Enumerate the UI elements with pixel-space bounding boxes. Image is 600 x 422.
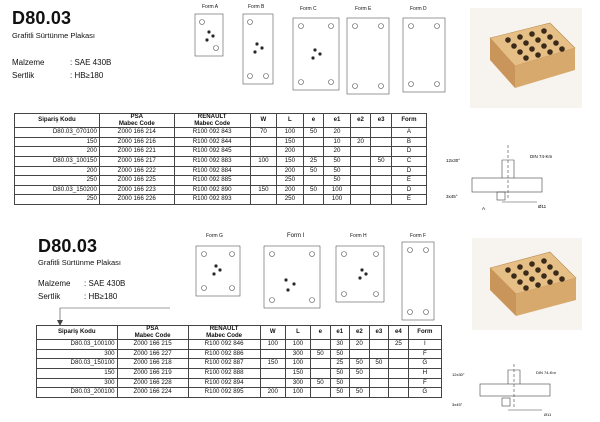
table-cell: 250 — [277, 195, 304, 205]
table-cell — [369, 340, 389, 350]
table-cell: 100 — [324, 185, 351, 195]
table-cell: Z000 166 221 — [99, 147, 174, 157]
table-row — [37, 378, 442, 388]
form-label-h: Form H — [350, 233, 367, 239]
table-cell: R100 092 895 — [188, 388, 260, 398]
detail2-label-chamfer: 12x30° — [452, 372, 465, 377]
table-cell — [250, 166, 277, 176]
col-e1-2: e1 — [330, 326, 350, 340]
detail2-label-din: DIN 74-Km — [536, 370, 556, 375]
col-psa-2: PSA Mabec Code — [117, 326, 188, 340]
table-cell: 150 — [260, 359, 285, 369]
table-cell — [250, 176, 277, 186]
table-cell — [250, 147, 277, 157]
table-row — [37, 388, 442, 398]
table-cell: R100 092 888 — [188, 368, 260, 378]
col-order-code-2: Sipariş Kodu — [37, 326, 118, 340]
table-cell: 200 — [277, 147, 304, 157]
table-cell: 50 — [303, 166, 324, 176]
product-code-2: D80.03 — [38, 236, 98, 256]
col-e3: e3 — [371, 114, 392, 128]
table-cell: D80.03_070100 — [15, 128, 100, 138]
table-cell: 200 — [15, 166, 100, 176]
table-cell — [350, 166, 371, 176]
hardness-value-2: : HB≥180 — [84, 292, 118, 301]
col-renault-2: RENAULT Mabec Code — [188, 326, 260, 340]
table-cell: Z000 166 219 — [117, 368, 188, 378]
table-cell: Z000 166 215 — [117, 340, 188, 350]
table-cell: I — [408, 340, 441, 350]
table-cell: C — [391, 156, 426, 166]
table-cell — [250, 137, 277, 147]
table-cell: 50 — [330, 368, 350, 378]
table-cell: 50 — [330, 388, 350, 398]
col-e-2: e — [311, 326, 331, 340]
material-label-2: Malzeme — [38, 279, 71, 288]
col-e3-2: e3 — [369, 326, 389, 340]
table-cell — [371, 147, 392, 157]
col-form: Form — [391, 114, 426, 128]
table-cell: Z000 166 226 — [99, 195, 174, 205]
table-cell: D80.03_150200 — [15, 185, 100, 195]
table-cell: 50 — [311, 378, 331, 388]
table-cell: Z000 166 217 — [99, 156, 174, 166]
table-cell: 200 — [277, 185, 304, 195]
table-cell — [371, 185, 392, 195]
table-row — [15, 156, 427, 166]
col-renault: RENAULT Mabec Code — [174, 114, 250, 128]
material-value: : SAE 430B — [70, 58, 112, 67]
table-cell: 50 — [371, 156, 392, 166]
table-cell: 100 — [250, 156, 277, 166]
table-cell: H — [408, 368, 441, 378]
table-cell: 250 — [15, 176, 100, 186]
dimension-table-2 — [36, 325, 442, 398]
table-cell: R100 092 894 — [188, 378, 260, 388]
table-cell — [350, 185, 371, 195]
table-cell: 50 — [324, 156, 351, 166]
table-cell: 300 — [37, 378, 118, 388]
product-subtitle: Grafitli Sürtünme Plakası — [12, 31, 95, 40]
table-cell: 30 — [330, 340, 350, 350]
table-cell: 150 — [277, 156, 304, 166]
detail-label-chamfer: 12x30° — [446, 158, 461, 163]
form-label-b: Form B — [248, 4, 265, 10]
table-cell: 50 — [350, 388, 370, 398]
table-row — [15, 195, 427, 205]
table-cell: R100 092 884 — [174, 166, 250, 176]
table-cell: 100 — [285, 388, 310, 398]
form-label-g: Form G — [206, 233, 223, 239]
table-cell: B — [391, 137, 426, 147]
table-cell — [350, 156, 371, 166]
table-cell — [260, 349, 285, 359]
table-cell: 100 — [277, 128, 304, 138]
table-cell: D80.03_150100 — [37, 359, 118, 369]
table-cell — [389, 349, 409, 359]
table-cell: D80.03_200100 — [37, 388, 118, 398]
table-row — [37, 368, 442, 378]
table-cell: 50 — [303, 128, 324, 138]
table-cell — [303, 176, 324, 186]
table-cell: 100 — [285, 359, 310, 369]
table-cell: Z000 166 218 — [117, 359, 188, 369]
hardness-label: Sertlik — [12, 71, 35, 80]
table-cell — [350, 378, 370, 388]
table-cell: 200 — [260, 388, 285, 398]
table-row — [37, 359, 442, 369]
table-cell: R100 092 843 — [174, 128, 250, 138]
detail-label-dia: Ø11 — [538, 204, 547, 209]
table-cell: 50 — [369, 359, 389, 369]
table-row — [15, 185, 427, 195]
table-cell: R100 092 890 — [174, 185, 250, 195]
table-cell: Z000 166 227 — [117, 349, 188, 359]
form-label-c: Form C — [300, 6, 317, 12]
table-cell — [371, 195, 392, 205]
table-cell: 200 — [15, 147, 100, 157]
table-cell — [389, 388, 409, 398]
table-cell — [389, 368, 409, 378]
hardness-label-2: Sertlik — [38, 292, 61, 301]
table-cell: 25 — [330, 359, 350, 369]
table-cell: A — [391, 128, 426, 138]
table-cell: 20 — [350, 137, 371, 147]
table-cell: 50 — [330, 349, 350, 359]
table-cell — [371, 137, 392, 147]
detail-label-din: DIN 74-Km — [530, 154, 553, 159]
table-cell — [350, 195, 371, 205]
table-cell — [350, 128, 371, 138]
table-cell — [250, 195, 277, 205]
table-cell — [389, 378, 409, 388]
product-photo-2 — [472, 238, 582, 330]
table-cell — [369, 388, 389, 398]
table-cell — [303, 195, 324, 205]
table-cell — [350, 349, 370, 359]
col-form-2: Form — [408, 326, 441, 340]
table-cell: R100 092 886 — [188, 349, 260, 359]
table-cell: D80.03_100150 — [15, 156, 100, 166]
table-cell — [311, 368, 331, 378]
detail2-label-bevel: 3x45° — [452, 402, 463, 407]
material-label: Malzeme — [12, 58, 45, 67]
table-cell — [311, 359, 331, 369]
table-cell: 20 — [324, 128, 351, 138]
table-cell — [260, 378, 285, 388]
hardness-row — [12, 71, 103, 80]
form-drawings-top — [185, 4, 450, 104]
table-cell: 50 — [350, 368, 370, 378]
table-cell: D80.03_100100 — [37, 340, 118, 350]
table-cell — [311, 340, 331, 350]
table-cell — [260, 368, 285, 378]
table-cell — [369, 368, 389, 378]
table-cell: 300 — [37, 349, 118, 359]
table-cell: G — [408, 359, 441, 369]
table-cell: R100 092 885 — [174, 176, 250, 186]
detail-label-bevel: 3x45° — [446, 194, 458, 199]
table-cell: 100 — [285, 340, 310, 350]
table-cell: R100 092 846 — [188, 340, 260, 350]
table-cell — [369, 378, 389, 388]
table-cell — [350, 147, 371, 157]
table-cell: R100 092 893 — [174, 195, 250, 205]
table-cell: 300 — [285, 378, 310, 388]
table-cell: 20 — [324, 147, 351, 157]
table-cell: G — [408, 388, 441, 398]
table-cell: R100 092 845 — [174, 147, 250, 157]
table-cell: 20 — [350, 340, 370, 350]
table-cell: 100 — [324, 195, 351, 205]
table-cell: 150 — [285, 368, 310, 378]
table-cell: 250 — [15, 195, 100, 205]
form-label-d: Form D — [410, 6, 427, 12]
form-drawings-bottom — [190, 232, 440, 324]
table-cell: D — [391, 166, 426, 176]
detail2-label-dia: Ø11 — [544, 412, 552, 417]
col-psa: PSA Mabec Code — [99, 114, 174, 128]
table-cell: Z000 166 228 — [117, 378, 188, 388]
table-cell: Z000 166 222 — [99, 166, 174, 176]
table-cell — [350, 176, 371, 186]
detail-drawing-2 — [450, 362, 590, 420]
table-cell — [371, 128, 392, 138]
col-e2: e2 — [350, 114, 371, 128]
table-cell: 50 — [311, 349, 331, 359]
table-row — [15, 137, 427, 147]
table-row — [37, 340, 442, 350]
table-cell: 150 — [15, 137, 100, 147]
table-cell: R100 092 883 — [174, 156, 250, 166]
table-cell — [369, 349, 389, 359]
table-cell: D — [391, 147, 426, 157]
table-cell: 100 — [260, 340, 285, 350]
table-cell: R100 092 844 — [174, 137, 250, 147]
table-cell — [371, 176, 392, 186]
table-cell: Z000 166 223 — [99, 185, 174, 195]
table-cell: E — [391, 195, 426, 205]
table-cell: F — [408, 349, 441, 359]
detail-drawing-1 — [442, 140, 592, 220]
table-cell: D — [391, 185, 426, 195]
table-cell: 25 — [303, 156, 324, 166]
table-cell — [371, 166, 392, 176]
col-w-2: W — [260, 326, 285, 340]
col-e2-2: e2 — [350, 326, 370, 340]
table-row — [37, 349, 442, 359]
table-cell: 200 — [277, 166, 304, 176]
table-cell: 50 — [324, 176, 351, 186]
table-cell: 50 — [303, 185, 324, 195]
table-cell — [311, 388, 331, 398]
product-code: D80.03 — [12, 8, 72, 28]
table-cell: 50 — [330, 378, 350, 388]
col-e4-2: e4 — [389, 326, 409, 340]
table-row — [15, 176, 427, 186]
col-l-2: L — [285, 326, 310, 340]
table-cell: 150 — [277, 137, 304, 147]
dimension-table-1 — [14, 113, 427, 205]
table-cell: 25 — [389, 340, 409, 350]
product-subtitle-2: Grafitli Sürtünme Plakası — [38, 258, 121, 267]
table-row — [15, 128, 427, 138]
table-cell: 250 — [277, 176, 304, 186]
table-row — [15, 147, 427, 157]
table-cell: 70 — [250, 128, 277, 138]
table-cell: 50 — [350, 359, 370, 369]
table-cell: 10 — [324, 137, 351, 147]
table-cell: 50 — [324, 166, 351, 176]
table-cell: E — [391, 176, 426, 186]
table-cell: Z000 166 225 — [99, 176, 174, 186]
form-label-i: Form I — [287, 233, 305, 239]
col-w: W — [250, 114, 277, 128]
material-value-2: : SAE 430B — [84, 279, 126, 288]
table-cell: Z000 166 224 — [117, 388, 188, 398]
table-cell: 150 — [37, 368, 118, 378]
form-label-e: Form E — [355, 6, 372, 12]
table-cell: Z000 166 214 — [99, 128, 174, 138]
product-photo — [470, 8, 582, 108]
table-cell: F — [408, 378, 441, 388]
material-row — [12, 58, 111, 67]
col-l: L — [277, 114, 304, 128]
col-e: e — [303, 114, 324, 128]
table-cell: R100 092 887 — [188, 359, 260, 369]
table-cell: Z000 166 216 — [99, 137, 174, 147]
col-order-code: Sipariş Kodu — [15, 114, 100, 128]
table-cell: 150 — [250, 185, 277, 195]
hardness-value: : HB≥180 — [70, 71, 104, 80]
material-row-2 — [38, 279, 125, 288]
form-label-f: Form F — [410, 233, 427, 239]
col-e1: e1 — [324, 114, 351, 128]
detail-label-datum: A — [482, 206, 486, 211]
table-cell: 300 — [285, 349, 310, 359]
table-cell — [303, 147, 324, 157]
form-label-a: Form A — [202, 4, 219, 10]
table-row — [15, 166, 427, 176]
table-cell — [389, 359, 409, 369]
table-cell — [303, 137, 324, 147]
